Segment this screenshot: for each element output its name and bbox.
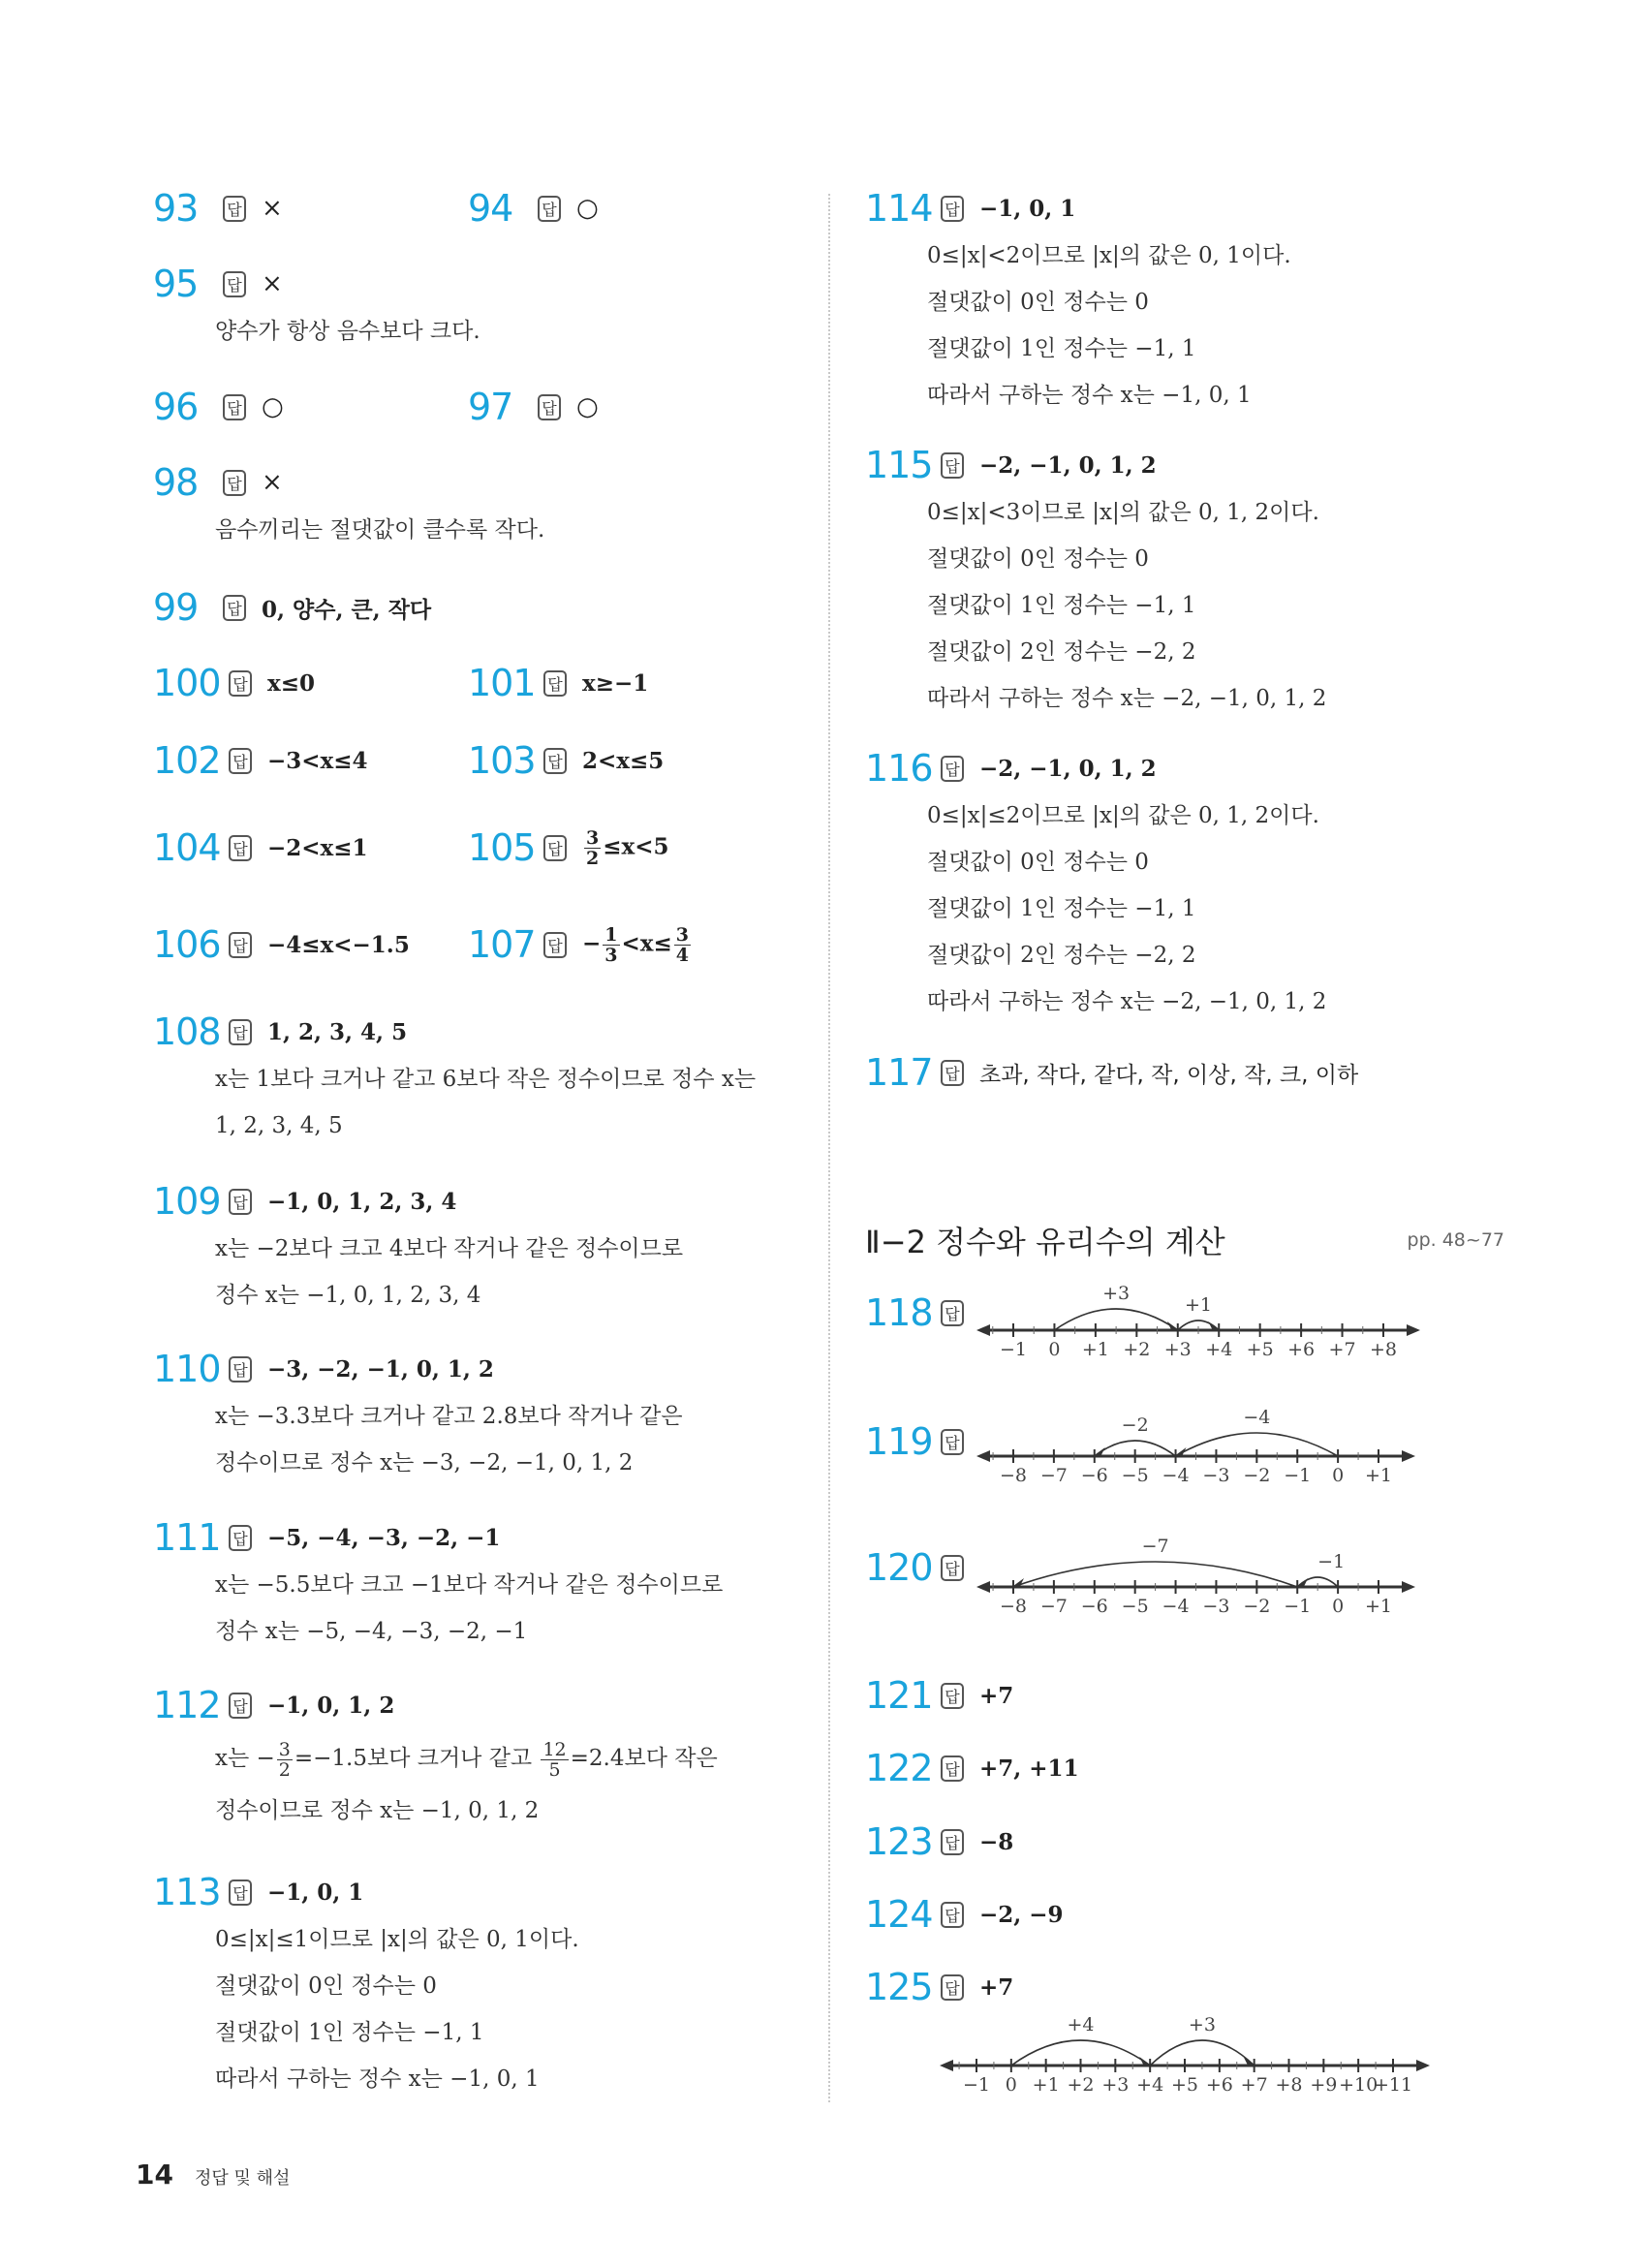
tick-label: +7 [1240,2074,1268,2096]
explanation-line: 음수끼리는 절댓값이 클수록 작다. [215,517,545,543]
answer-93 [153,184,283,233]
problem-number: 118 [865,1291,933,1334]
problem-number: 107 [468,923,536,966]
page-number: 14 [136,2159,173,2190]
axis-arrow-left [940,2060,953,2071]
explanation-line: 정수 x는 −1, 0, 1, 2, 3, 4 [215,1283,481,1308]
tick-label: +6 [1205,2074,1233,2096]
answer-text: −3, −2, −1, 0, 1, 2 [267,1355,494,1383]
answer-103 [468,736,664,785]
tick-label: −3 [1202,1465,1230,1486]
column-divider [828,194,830,2102]
answer-badge: 답 [229,1880,252,1906]
answer-badge: 답 [941,196,964,222]
problem-number: 102 [153,739,221,782]
tick-label: −3 [1202,1596,1230,1617]
explanation-line: 1, 2, 3, 4, 5 [215,1113,343,1138]
problem-number: 109 [153,1180,221,1223]
answer-96 [153,383,284,431]
explanation-line: 따라서 구하는 정수 x는 −1, 0, 1 [927,383,1252,408]
problem-number: 104 [153,826,221,869]
answer-text: 1, 2, 3, 4, 5 [267,1018,408,1045]
explanation-line: x는 1보다 크거나 같고 6보다 작은 정수이므로 정수 x는 [215,1067,757,1092]
answer-badge: 답 [543,748,567,774]
axis-arrow-right [1402,1581,1415,1593]
answer-badge: 답 [229,835,252,861]
problem-number: 121 [865,1674,933,1717]
answer-97 [468,383,599,431]
answer-117 [865,1048,1524,1097]
explanation-line: 정수 x는 −5, −4, −3, −2, −1 [215,1619,528,1644]
answer-badge: 답 [223,196,246,222]
numerator: 1 [604,923,618,946]
answer-badge: 답 [538,394,561,420]
explanation-line: x는 −3.3보다 크거나 같고 2.8보다 작거나 같은 [215,1404,683,1429]
problem-number: 97 [468,386,513,428]
tick-label: +10 [1339,2074,1379,2096]
tick-label: +2 [1123,1339,1151,1360]
explanation-line: 절댓값이 0인 정수는 0 [927,290,1149,315]
answer-badge: 답 [941,1060,964,1086]
problem-number: 110 [153,1348,221,1390]
answer-text: −2<x≤1 [267,834,368,861]
answer-badge: 답 [229,670,252,697]
problem-number: 100 [153,662,221,704]
number-line-120 [865,1536,1524,1618]
tick-label: −2 [1243,1465,1271,1486]
answer-badge: 답 [229,1693,252,1719]
explanation-line: 절댓값이 1인 정수는 −1, 1 [927,593,1196,618]
explanation-line: 절댓값이 0인 정수는 0 [215,1973,437,1999]
answer-badge: 답 [941,452,964,479]
tick-label: 0 [1332,1596,1345,1617]
arc-arrowhead [1013,1578,1024,1586]
answer-121 [865,1671,1524,1720]
answer-text: ○ [262,392,284,421]
footer-label: 정답 및 해설 [194,2168,291,2189]
tick-label: +8 [1275,2074,1303,2096]
answer-badge: 답 [229,1019,252,1045]
answer-text: −8 [979,1828,1014,1855]
answer-text: −1, 0, 1 [979,195,1076,222]
answer-100 [153,659,315,707]
explanation-line [153,1729,812,1787]
explanation-line: 정수이므로 정수 x는 −1, 0, 1, 2 [215,1798,540,1823]
tick-label: +5 [1170,2074,1199,2096]
tick-label: −1 [1284,1596,1312,1617]
problem-number: 103 [468,739,536,782]
problem-number: 93 [153,187,199,230]
answer-115 [865,441,1524,722]
answer-102 [153,736,368,785]
arc-label: +4 [1067,2014,1095,2035]
tick-label: −4 [1162,1596,1190,1617]
answer-badge: 답 [543,835,567,861]
problem-number: 95 [153,263,199,305]
answer-tail: ≤x<5 [603,833,669,859]
tick-label: −1 [999,1339,1028,1360]
tick-label: +6 [1287,1339,1316,1360]
problem-number: 98 [153,461,199,504]
numerator: 3 [675,923,690,946]
number-line-118 [865,1284,1524,1361]
axis-arrow-left [976,1324,990,1336]
answer-badge: 답 [223,470,246,496]
answer-text: x≥−1 [582,669,649,697]
explanation-line: 0≤|x|<3이므로 |x|의 값은 0, 1, 2이다. [927,500,1319,525]
text-segment: =−1.5보다 크거나 같고 [294,1746,540,1771]
answer-badge: 답 [229,1356,252,1383]
problem-number: 120 [865,1546,933,1589]
answer-text: −2, −1, 0, 1, 2 [979,755,1157,782]
tick-label: +3 [1163,1339,1192,1360]
answer-99 [153,583,812,632]
denominator: 5 [548,1758,561,1781]
problem-number: 94 [468,187,513,230]
arc-label: −2 [1121,1414,1149,1436]
problem-number: 117 [865,1051,933,1094]
tick-label: −8 [999,1596,1028,1617]
tick-label: +2 [1067,2074,1095,2096]
axis-arrow-right [1407,1324,1420,1336]
answer-122 [865,1744,1524,1792]
tick-label: −1 [962,2074,991,2096]
numerator: 12 [542,1738,567,1760]
tick-label: +4 [1205,1339,1233,1360]
denominator: 3 [604,944,618,966]
answer-98 [153,458,812,553]
tick-label: −6 [1080,1596,1108,1617]
denominator: 2 [586,847,600,869]
explanation-line: 따라서 구하는 정수 x는 −1, 0, 1 [215,2066,540,2092]
problem-number: 116 [865,747,933,790]
problem-number: 123 [865,1820,933,1863]
answer-text: −5, −4, −3, −2, −1 [267,1524,501,1551]
section-title: Ⅱ−2 정수와 유리수의 계산 [865,1224,1225,1260]
answer-badge: 답 [941,1974,964,2001]
problem-number: 101 [468,662,536,704]
arc-arrowhead [1139,2057,1150,2065]
fraction [584,828,601,868]
number-line-svg [865,1284,1524,1361]
fraction [603,925,619,965]
arc-label: +3 [1102,1283,1131,1304]
explanation-line: x는 −5.5보다 크고 −1보다 작거나 같은 정수이므로 [215,1572,724,1598]
tick-label: 0 [1005,2074,1017,2096]
page-footer [136,2159,290,2190]
tick-label: +1 [1081,1339,1109,1360]
fraction [277,1740,293,1780]
tick-label: +1 [1032,2074,1060,2096]
number-line-svg [865,2015,1524,2102]
arc-label: +1 [1184,1294,1213,1316]
answer-badge: 답 [941,1429,964,1455]
answer-text: ○ [576,392,599,421]
explanation-line: 절댓값이 1인 정수는 −1, 1 [927,896,1196,921]
fraction [541,1740,568,1780]
answer-109 [153,1177,812,1319]
numerator: 3 [586,826,600,849]
problem-number: 119 [865,1420,933,1463]
explanation-line: 0≤|x|≤1이므로 |x|의 값은 0, 1이다. [215,1927,579,1952]
number-line-125 [865,2015,1524,2102]
tick-label: +5 [1246,1339,1274,1360]
answer-124 [865,1890,1524,1939]
problem-number: 105 [468,826,536,869]
arc-arrowhead [1208,1321,1219,1329]
answer-text: −3<x≤4 [267,747,368,774]
axis-arrow-right [1402,1450,1415,1462]
answer-text: 0, 양수, 큰, 작다 [262,596,432,623]
answer-badge: 답 [229,1189,252,1215]
tick-label: −8 [999,1465,1028,1486]
answer-badge: 답 [543,670,567,697]
problem-number: 114 [865,187,933,230]
answer-text: −2, −9 [979,1901,1064,1928]
arc-label: −1 [1317,1551,1346,1572]
problem-number: 113 [153,1871,221,1913]
explanation-line: 따라서 구하는 정수 x는 −2, −1, 0, 1, 2 [927,989,1327,1014]
arc-arrowhead [1095,1447,1105,1455]
answer-badge: 답 [229,748,252,774]
answer-113 [153,1868,812,2102]
answer-text: −1, 0, 1, 2, 3, 4 [267,1188,457,1215]
denominator: 2 [278,1758,291,1781]
axis-arrow-left [976,1581,990,1593]
arc-arrowhead [1167,1321,1178,1329]
problem-number: 124 [865,1893,933,1936]
answer-112 [153,1681,812,1834]
answer-101 [468,659,648,707]
answer-text: × [262,194,283,223]
explanation-line: 절댓값이 0인 정수는 0 [927,850,1149,875]
answer-text: −1, 0, 1, 2 [267,1692,395,1719]
explanation-line: 절댓값이 0인 정수는 0 [927,546,1149,572]
answer-badge: 답 [543,932,567,958]
answer-badge: 답 [941,1555,964,1581]
explanation-line: 절댓값이 2인 정수는 −2, 2 [927,943,1196,968]
explanation-line: 0≤|x|<2이므로 |x|의 값은 0, 1이다. [927,243,1291,268]
answer-middle: <x≤ [621,930,672,956]
tick-label: −2 [1243,1596,1271,1617]
answer-text: +7 [979,1682,1014,1709]
answer-badge: 답 [941,1902,964,1928]
number-line-svg [865,1536,1524,1618]
answer-94 [468,184,599,233]
answer-text: ○ [576,194,599,223]
tick-label: +1 [1364,1596,1393,1617]
answer-text: −1, 0, 1 [267,1879,364,1906]
section-heading [865,1211,1504,1269]
numerator: 3 [278,1738,291,1760]
tick-label: −1 [1284,1465,1312,1486]
explanation-line: 정수이므로 정수 x는 −3, −2, −1, 0, 1, 2 [215,1450,634,1476]
denominator: 4 [675,944,690,966]
answer-116 [865,744,1524,1025]
answer-prefix: − [582,930,602,956]
answer-114 [865,184,1524,419]
arc-label: +3 [1188,2014,1216,2035]
answer-text [582,828,669,868]
tick-label: 0 [1048,1339,1061,1360]
answer-badge: 답 [941,1755,964,1782]
tick-label: +9 [1310,2074,1338,2096]
problem-number: 106 [153,923,221,966]
answer-badge: 답 [941,1829,964,1855]
arc-label: −7 [1141,1536,1169,1557]
problem-number: 115 [865,444,933,486]
tick-label: −4 [1162,1465,1190,1486]
tick-label: +4 [1136,2074,1164,2096]
number-line-119 [865,1407,1524,1487]
tick-label: +8 [1369,1339,1398,1360]
answer-badge: 답 [941,1683,964,1709]
explanation-line: 따라서 구하는 정수 x는 −2, −1, 0, 1, 2 [927,686,1327,711]
tick-label: +3 [1101,2074,1130,2096]
axis-arrow-left [976,1450,990,1462]
answer-text: x≤0 [267,669,315,697]
answer-104 [153,823,368,872]
problem-number: 96 [153,386,199,428]
explanation-line: 절댓값이 1인 정수는 −1, 1 [927,336,1196,361]
answer-badge: 답 [223,271,246,297]
explanation-line: 절댓값이 1인 정수는 −1, 1 [215,2020,484,2045]
answer-text: +7 [979,1973,1014,2001]
answer-text: −4≤x<−1.5 [267,931,410,958]
answer-110 [153,1345,812,1486]
explanation-line: 0≤|x|≤2이므로 |x|의 값은 0, 1, 2이다. [927,803,1319,828]
answer-107 [468,920,693,969]
explanation-line: 절댓값이 2인 정수는 −2, 2 [927,639,1196,665]
answer-badge: 답 [941,1300,964,1326]
text-segment: =2.4보다 작은 [570,1746,718,1771]
answer-106 [153,920,410,969]
answer-badge: 답 [229,1525,252,1551]
problem-number: 122 [865,1747,933,1789]
answer-badge: 답 [229,932,252,958]
answer-badge: 답 [223,595,246,621]
problem-number: 125 [865,1966,933,2008]
answer-108 [153,1008,812,1149]
answer-text: 2<x≤5 [582,747,665,774]
answer-text: 초과, 작다, 같다, 작, 이상, 작, 크, 이하 [979,1062,1359,1088]
answer-text [582,925,693,965]
number-line-svg [865,1407,1524,1487]
answer-badge: 답 [941,756,964,782]
answer-text: × [262,269,283,298]
tick-label: +11 [1373,2074,1413,2096]
problem-number: 99 [153,586,199,629]
page-range: pp. 48~77 [1407,1229,1504,1251]
text-segment: x는 − [215,1746,275,1771]
answer-125 [865,1963,1524,2011]
tick-label: −7 [1039,1596,1068,1617]
answer-text: −2, −1, 0, 1, 2 [979,451,1157,479]
arc-label: −4 [1243,1407,1271,1428]
problem-number: 111 [153,1516,221,1559]
answer-text: +7, +11 [979,1755,1079,1782]
answer-text: × [262,468,283,497]
problem-number: 108 [153,1010,221,1053]
answer-badge: 답 [223,394,246,420]
answer-123 [865,1818,1524,1866]
tick-label: −6 [1080,1465,1108,1486]
tick-label: +1 [1364,1465,1393,1486]
explanation-line: 양수가 항상 음수보다 크다. [215,319,480,344]
tick-label: −5 [1121,1596,1149,1617]
axis-arrow-right [1416,2060,1430,2071]
explanation-line: x는 −2보다 크고 4보다 작거나 같은 정수이므로 [215,1236,684,1261]
tick-label: −5 [1121,1465,1149,1486]
fraction [674,925,691,965]
answer-111 [153,1513,812,1655]
tick-label: 0 [1332,1465,1345,1486]
answer-95 [153,260,812,355]
problem-number: 112 [153,1684,221,1726]
answer-badge: 답 [538,196,561,222]
tick-label: −7 [1039,1465,1068,1486]
tick-label: +7 [1328,1339,1356,1360]
answer-105 [468,823,669,872]
